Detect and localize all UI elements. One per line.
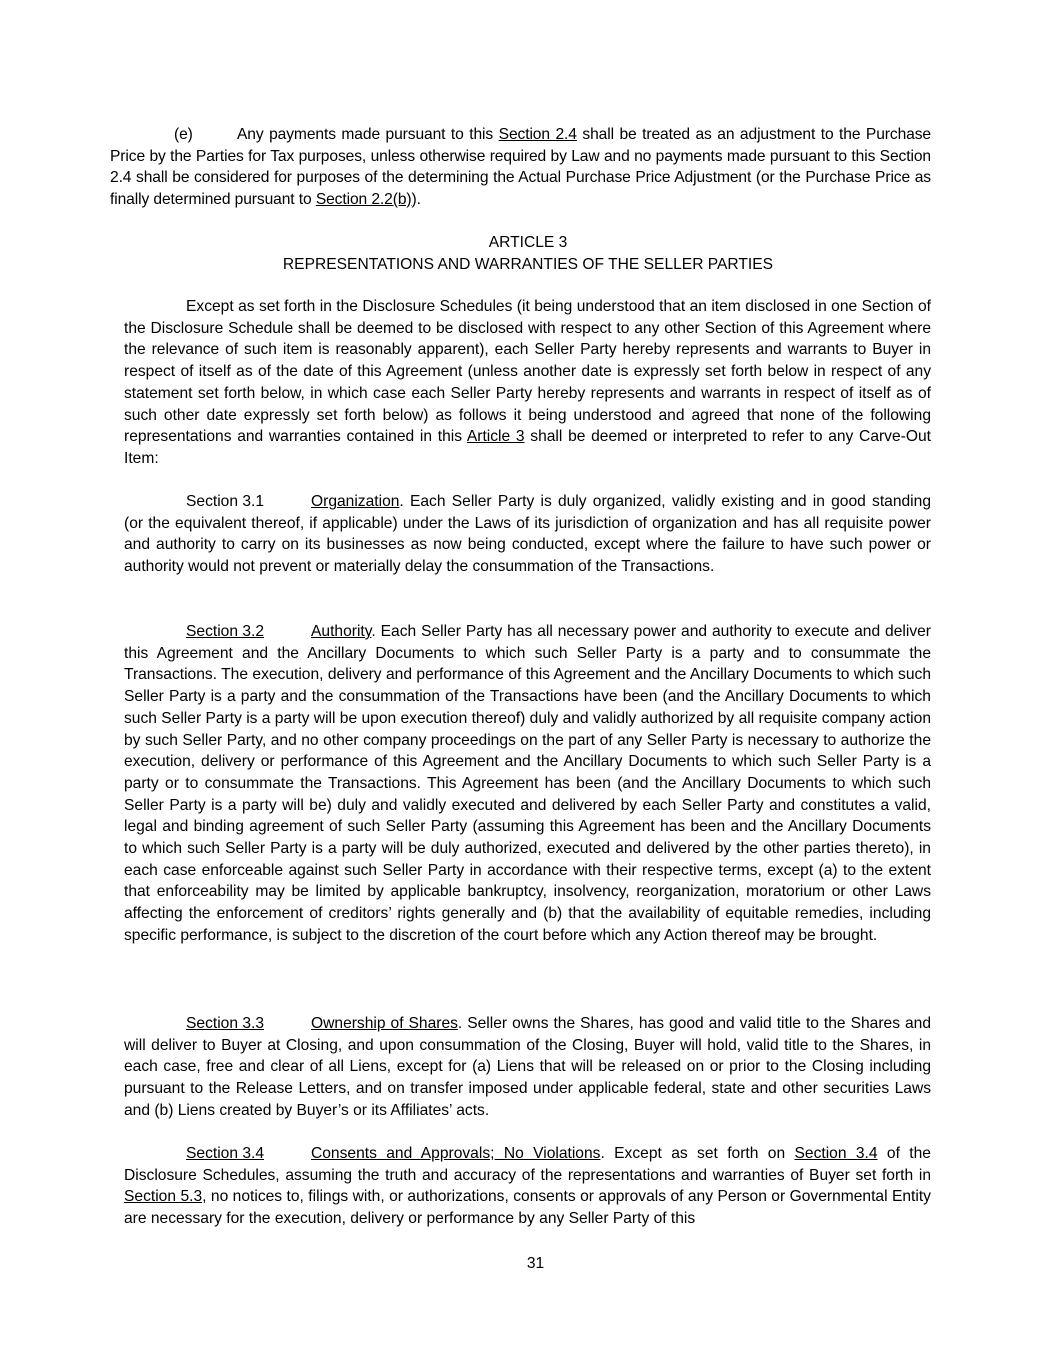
- section-3-1-paragraph: [124, 491, 931, 578]
- section-5-3-reference: Section 5.3: [124, 1188, 203, 1206]
- paragraph-e-text-1: Any payments made pursuant to this: [237, 126, 499, 143]
- section-3-4-text-3: , no notices to, filings with, or authorizations, consents or approvals of any Person or Governmental Entity are necessary for the execution, delivery or performance by any Seller Party of this: [124, 1188, 931, 1228]
- section-3-4-title: Consents and Approvals; No Violations: [311, 1145, 601, 1162]
- intro-text-1: Except as set forth in the Disclosure Schedules (it being understood that an item disclosed in one Section of the Disclosure Schedule shall be deemed to be disclosed with respect to any other Section of this Agreement where the relevance of such item is reasonably apparent), each Seller Party hereby represents and warrants to Buyer in respect of itself as of the date of this Agreement (unless another date is expressly set forth below in respect of any statement set forth below, in which case each Seller Party hereby represents and warrants in respect of itself as of such other date expressly set forth below) as follows it being understood and agreed that none of the following representations and warranties contained in this: [124, 298, 931, 446]
- article-number: ARTICLE 3: [488, 234, 568, 251]
- section-3-2-paragraph: [124, 621, 931, 947]
- section-3-4-schedule-reference: Section 3.4: [794, 1145, 878, 1162]
- section-3-1-number: Section 3.1: [186, 493, 265, 510]
- section-3-4-text-2: of the Disclosure Schedules, assuming the truth and accuracy of the representations and warranties of Buyer set forth in: [124, 1145, 931, 1184]
- section-3-3-text: . Seller owns the Shares, has good and valid title to the Shares and will deliver to Buyer at Closing, and upon consummation of the Closing, Buyer will hold, valid title to the Shares, in each case, free and clear of all Liens, except for (a) Liens that will be released on or prior to the Closing including pursuant to the Release Letters, and on transfer imposed under applicable federal, state and other securities Laws and (b) Liens created by Buyer’s or its Affiliates’ acts.: [124, 1015, 931, 1119]
- paragraph-e-label: (e): [174, 126, 193, 143]
- section-3-3-title: Ownership of Shares: [311, 1015, 458, 1032]
- section-3-1-text: . Each Seller Party is duly organized, validly existing and in good standing (or the equivalent thereof, if applicable) under the Laws of its jurisdiction of organization and has all requisite power and authority to carry on its businesses as now being conducted, except where the failure to have such power or authority would not prevent or materially delay the consummation of the Transactions.: [124, 493, 931, 576]
- article-intro-paragraph: [124, 296, 931, 470]
- section-2-2-b-reference: Section 2.2(b): [315, 191, 412, 209]
- paragraph-e-text-2: shall be treated as an adjustment to the Purchase Price by the Parties for Tax purposes, unless otherwise required by Law and no payments made pursuant to this Section 2.4 shall be considered for purposes of the determining the Actual Purchase Price Adjustment (or the Purchase Price as finally determined pursuant to: [110, 126, 932, 209]
- intro-text-2: shall be deemed or interpreted to refer to any Carve-Out Item:: [124, 428, 931, 467]
- section-3-1-title: Organization: [311, 493, 400, 510]
- paragraph-e: [110, 124, 931, 211]
- section-3-3-paragraph: [124, 1013, 931, 1122]
- article-title: REPRESENTATIONS AND WARRANTIES OF THE SELLER PARTIES: [282, 256, 774, 273]
- section-3-3-number: Section 3.3: [186, 1015, 265, 1032]
- section-3-2-number: Section 3.2: [186, 623, 265, 640]
- section-3-2-title: Authority: [311, 623, 372, 640]
- section-3-4-text-1: . Except as set forth on: [600, 1145, 795, 1162]
- section-2-4-reference: Section 2.4: [498, 126, 577, 143]
- article-3-reference: Article 3: [466, 428, 525, 446]
- section-3-4-paragraph: [124, 1143, 931, 1230]
- page-number: 31: [526, 1255, 545, 1272]
- section-3-4-number: Section 3.4: [186, 1145, 265, 1162]
- section-3-2-text: . Each Seller Party has all necessary power and authority to execute and deliver this Agreement and the Ancillary Documents to which such Seller Party is a party and to consummate the Transactions. The execution, delivery and performance of this Agreement and the Ancillary Documents to which such Seller Party is a party and the consummation of the Transactions have been (and the Ancillary Documents to which such Seller Party is a party will be upon execution thereof) duly and validly authorized by all requisite company action by such Seller Party, and no other company proceedings on the part of any Seller Party is necessary to authorize the execution, delivery or performance of this Agreement and the Ancillary Documents to which such Seller Party is a party or to consummate the Transactions. This Agreement has been (and the Ancillary Documents to which such Seller Party is a party will be) duly and validly executed and delivered by each Seller Party and constitutes a valid, legal and binding agreement of such Seller Party (assuming this Agreement has been and the Ancillary Documents to which such Seller Party is a party will be duly authorized, executed and delivered by the other parties thereto), in each case enforceable against such Seller Party in accordance with their respective terms, except (a) to the extent that enforceability may be limited by applicable bankruptcy, insolvency, reorganization, moratorium or other Laws affecting the enforcement of creditors’ rights generally and (b) that the availability of equitable remedies, including specific performance, is subject to the discretion of the court before which any Action thereof may be brought.: [124, 623, 931, 944]
- paragraph-e-text-3: ).: [411, 191, 421, 209]
